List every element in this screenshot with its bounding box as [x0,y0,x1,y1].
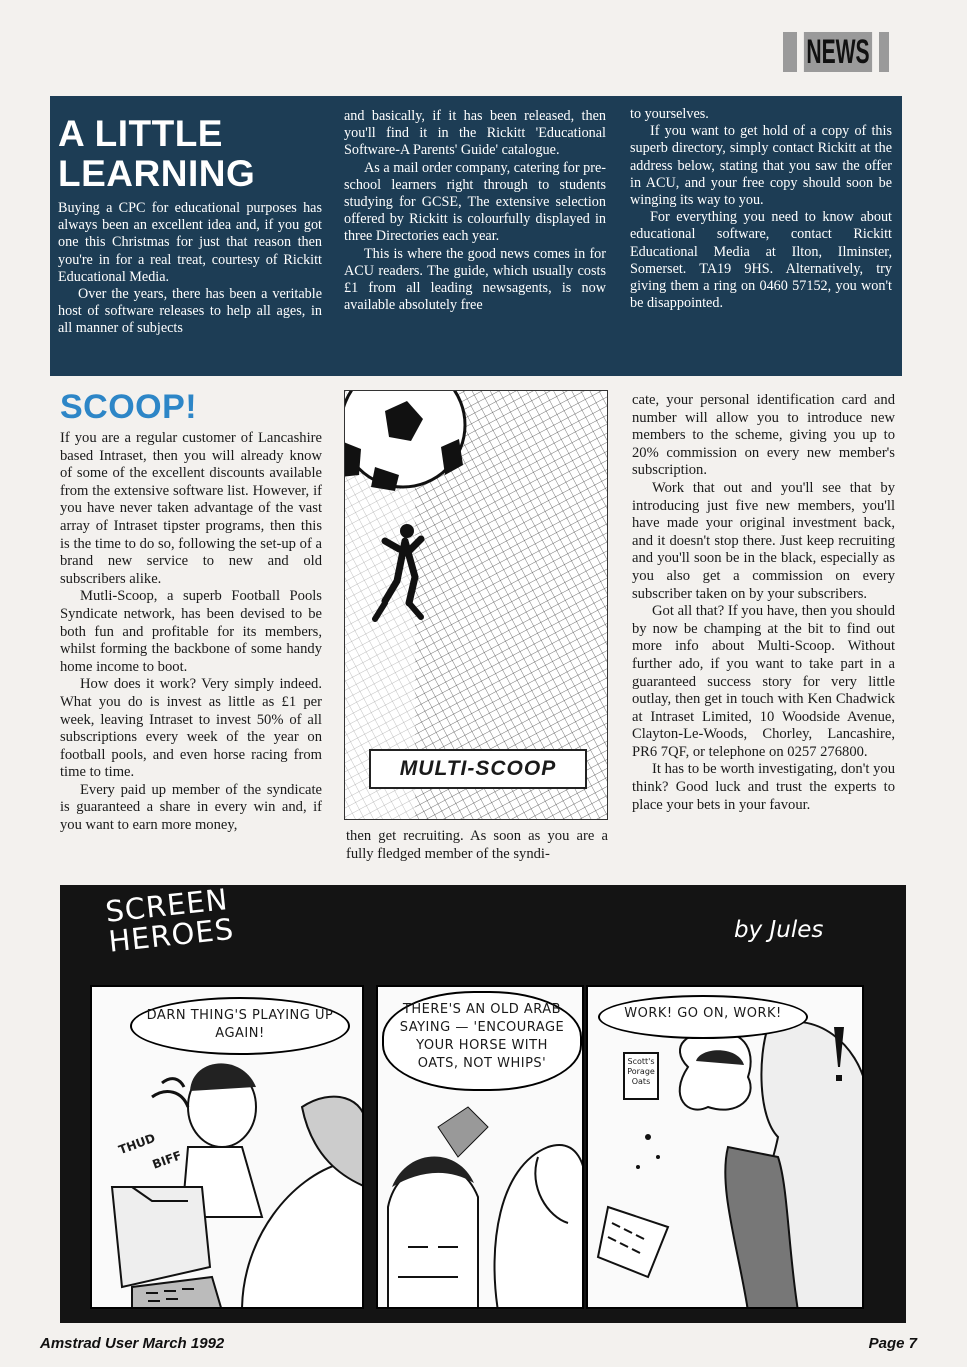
section-label: NEWS [804,32,872,72]
comic-credit: by Jules [734,917,824,943]
paragraph: to yourselves. [630,106,709,122]
comic-panel-3 [586,985,864,1309]
paragraph: Buying a CPC for educational purposes has always been an excellent idea and, if you got one this Christmas for just that reason then you're in for a real treat, courtesy of Rickitt Educational Media. [58,200,322,285]
paragraph: then get recruiting. As soon as you are a fully fledged member of the syndi- [346,828,608,862]
page-number: Page 7 [868,1335,917,1352]
tag-bar-right [879,32,889,72]
multi-scoop-image [344,390,608,820]
scoop-column-2 [346,828,608,863]
comic-panel-2 [376,985,584,1309]
comic-title: SCREEN HEROES [103,882,236,959]
multi-scoop-label: MULTI-SCOOP [369,749,587,789]
learning-column-3 [630,106,892,312]
speech-bubble: DARN THING'S PLAYING UP AGAIN! [130,997,350,1055]
paragraph: Every paid up member of the syndicate is guaranteed a share in every win and, if you want to earn more money, [60,781,322,834]
issue-footer: Amstrad User March 1992 [40,1335,225,1352]
sound-effect: BIFF [150,1148,184,1172]
learning-column-1 [58,200,322,338]
paragraph: Mutli-Scoop, a superb Football Pools Syndicate network, has been devised to be both fun and profitable for its members, whilst forming the backbone of some handy home income to boot. [60,588,322,675]
comic-panel-1 [90,985,364,1309]
speech-bubble: WORK! GO ON, WORK! [598,995,808,1039]
paragraph: If you are a regular customer of Lancashire based Intraset, then you will already know of some of the excellent discounts available from the extensive software list. However, if you have never taken advantage of the vast array of Intraset tipster programs, then this is the time to do so, following the set-up of a brand new service to new and old subscribers alike. [60,430,322,587]
scoop-column-3 [632,392,895,814]
paragraph: For everything you need to know about educational software, contact Rickitt Educational Media at Ilton, Ilminster, Somerset. TA19 9HS. Alternatively, try giving them a ring on 0460 57152, you won't be disappointed. [630,209,892,312]
paragraph: Got all that? If you have, then you should by now be champing at the bit to find out more info about Multi-Scoop. Without further ado, if you want to take part in a guaranteed success story for very little outlay, then get in touch with Ken Chadwick at Intraset Limited, 10 Woodside Avenue, Clayton-Le-Woods, Chorley, Lancashire, PR6 7QF, or telephone on 0257 276800. [632,603,895,760]
paragraph: Work that out and you'll see that by introducing just five new members, you'll have made your original investment back, and it doesn't stop there. Just keep recruiting and you'll soon be in the black, especially as you also get a commission on every subscriber taken on by your subscribers. [632,479,895,602]
paragraph: If you want to get hold of a copy of this superb directory, simply contact Rickitt at the address below, stating that you saw the offer in ACU, and your free copy should soon be winging its way to you. [630,123,892,209]
paragraph: This is where the good news comes in for ACU readers. The guide, which usually costs £1 from all leading newsagents, is now available absolutely free [344,245,606,314]
learning-title: A LITTLE LEARNING [58,113,256,194]
scoop-title: SCOOP! [60,388,198,426]
paragraph: As a mail order company, catering for pre-school learners right through to students studying for GCSE, The extensive selection offered by Rickitt is colourfully displayed in three Directories each year. [344,159,606,245]
paragraph: and basically, if it has been released, then you'll find it in the Rickitt 'Educational Software-A Parents' Guide' catalogue. [344,108,606,159]
screen-heroes-comic [60,882,906,1323]
section-tag [783,32,889,72]
paragraph: Over the years, there has been a veritable host of software releases to help all ages, in all manner of subjects [58,286,322,337]
tag-bar-left [783,32,797,72]
speech-bubble: THERE'S AN OLD ARAB SAYING — 'ENCOURAGE YOUR HORSE WITH OATS, NOT WHIPS' [382,991,582,1091]
paragraph: It has to be worth investigating, don't you think? Good luck and trust the experts to place your bets in your favour. [632,761,895,813]
paragraph: How does it work? Very simply indeed. What you do is invest as little as £1 per week, leaving Intraset to invest 50% of all subscriptions every week of the year on football pools, and even horse racing from time to time. [60,676,322,781]
sound-effect: THUD [116,1130,158,1158]
learning-article [50,96,902,376]
scoop-column-1 [60,430,322,835]
paragraph: cate, your personal identification card and number will allow you to introduce new members to the scheme, giving you up to 20% commission on every new member's subscription. [632,392,895,479]
learning-column-2 [344,108,606,314]
oats-box-label: Scott's Porage Oats [627,1057,655,1086]
